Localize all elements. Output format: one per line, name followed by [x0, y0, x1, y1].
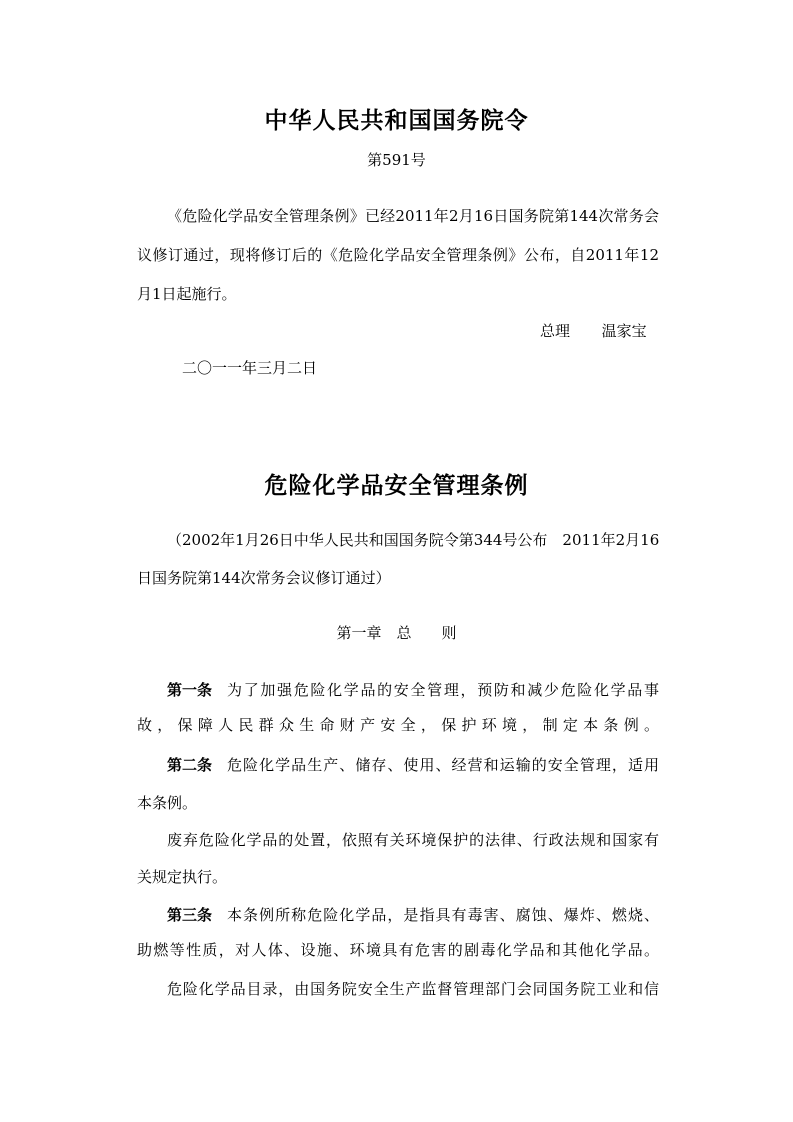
order-date: 二〇一一年三月二日 [182, 359, 318, 377]
order-title: 中华人民共和国国务院令 [264, 108, 529, 134]
article-2-text: 危险化学品生产、储存、使用、经营和运输的安全管理，适用 [227, 756, 659, 774]
article-2-para2: 关规定执行。 [137, 868, 228, 886]
article-3-line [167, 905, 659, 925]
signer-name: 温家宝 [601, 322, 647, 340]
article-3-label: 第三条 [167, 906, 213, 924]
article-1-label: 第一条 [167, 681, 213, 699]
order-number: 第591号 [367, 151, 426, 169]
signer-title: 总理 [540, 322, 571, 340]
order-text-line: 月1日起施行。 [137, 285, 237, 303]
article-2-line [167, 755, 659, 775]
article-2-text: 本条例。 [137, 794, 198, 812]
chapter-heading: 第一章 总 则 [336, 624, 457, 642]
regulation-note-line: 日国务院第144次常务会议修订通过） [137, 569, 391, 587]
article-1-line [167, 680, 659, 700]
regulation-note-line: （2002年1月26日中华人民共和国国务院令第344号公布 2011年2月16 [167, 531, 660, 549]
article-1-text: 为了加强危险化学品的安全管理，预防和减少危险化学品事 [227, 681, 659, 699]
article-3-para2: 危险化学品目录，由国务院安全生产监督管理部门会同国务院工业和信 [167, 980, 659, 998]
article-3-text: 本条例所称危险化学品，是指具有毒害、腐蚀、爆炸、燃烧、 [227, 906, 659, 924]
regulation-title: 危险化学品安全管理条例 [264, 473, 529, 499]
order-text-line: 议修订通过，现将修订后的《危险化学品安全管理条例》公布，自2011年12 [137, 246, 659, 264]
article-3-text: 助燃等性质，对人体、设施、环境具有危害的剧毒化学品和其他化学品。 [137, 941, 659, 959]
signature-block [540, 321, 660, 341]
order-text-line: 《危险化学品安全管理条例》已经2011年2月16日国务院第144次常务会 [167, 207, 659, 225]
article-2-para2: 废弃危险化学品的处置，依照有关环境保护的法律、行政法规和国家有 [167, 831, 659, 849]
article-2-label: 第二条 [167, 756, 213, 774]
article-1-text: 故，保障人民群众生命财产安全，保护环境，制定本条例。 [137, 716, 659, 734]
